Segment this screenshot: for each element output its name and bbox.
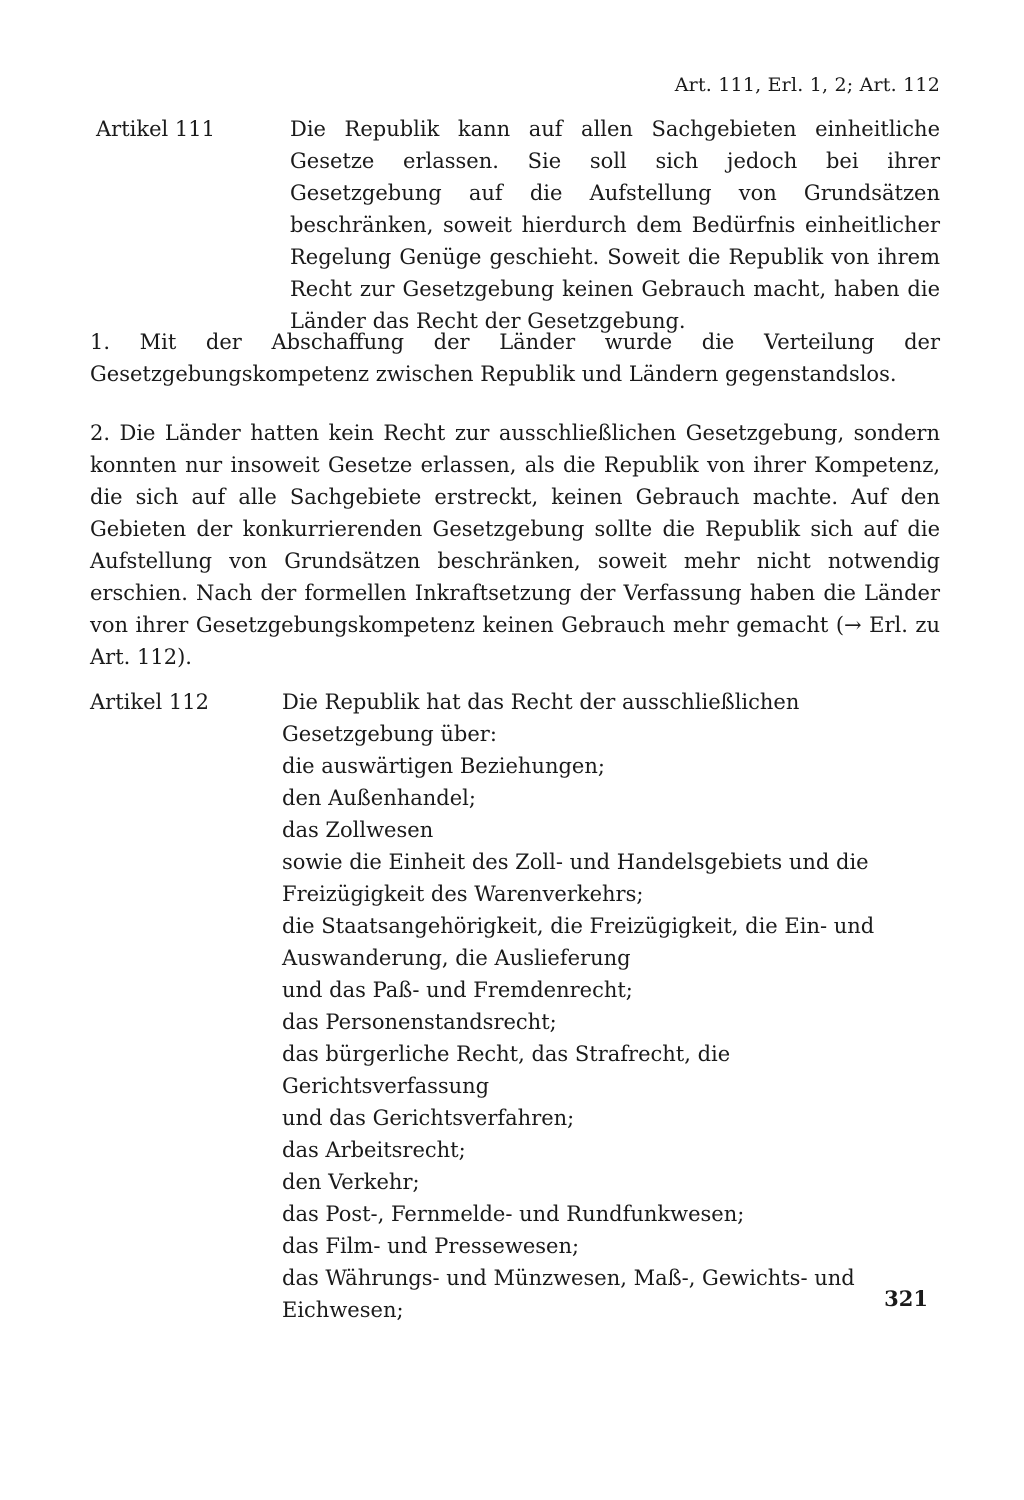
list-item: den Verkehr; (282, 1170, 420, 1194)
list-item: das Währungs- und Münzwesen, Maß-, Gewichts- und Eichwesen; (282, 1266, 855, 1322)
list-item: und das Paß- und Fremdenrecht; (282, 978, 633, 1002)
list-item: die auswärtigen Beziehungen; (282, 754, 605, 778)
list-item: die Staatsangehörigkeit, die Freizügigkeit, die Ein- und Auswanderung, die Auslieferung (282, 914, 875, 970)
list-item: und das Gerichtsverfahren; (282, 1106, 575, 1130)
commentary-note-1: 1. Mit der Abschaffung der Länder wurde die Verteilung der Gesetzgebungskompetenz zwischen Republik und Ländern gegenstandslos. (90, 330, 940, 386)
article-label: Artikel 111 (96, 117, 215, 141)
list-item: das Arbeitsrecht; (282, 1138, 466, 1162)
article-111 (96, 113, 940, 337)
article-text (282, 686, 934, 1326)
article-label: Artikel 112 (90, 690, 209, 714)
list-item: das Film- und Pressewesen; (282, 1234, 580, 1258)
list-item: das Personenstandsrecht; (282, 1010, 557, 1034)
list-item: das Post-, Fernmelde- und Rundfunkwesen; (282, 1202, 745, 1226)
list-item: das Zollwesen (282, 818, 434, 842)
article-text: Die Republik kann auf allen Sachgebieten einheitliche Gesetze erlassen. Sie soll sich jedoch bei ihrer Gesetzgebung auf die Aufstellung von Grundsätzen beschränken, soweit hierdurch dem Bedürfnis einheitlicher Regelung Genüge geschieht. Soweit die Republik von ihrem Recht zur Gesetzgebung keinen Gebrauch macht, haben die Länder das Recht der Gesetzgebung. (290, 117, 940, 333)
commentary-note-2: 2. Die Länder hatten kein Recht zur ausschließlichen Gesetzgebung, sondern konnten nur insoweit Gesetze erlassen, als die Republik von ihrer Kompetenz, die sich auf alle Sachgebiete erstreckt, keinen Gebrauch machte. Auf den Gebieten der konkurrierenden Gesetzgebung sollte die Republik sich auf die Aufstellung von Grundsätzen beschränken, soweit mehr nicht notwendig erschien. Nach der formellen Inkraftsetzung der Verfassung haben die Länder von ihrer Gesetzgebungskompetenz keinen Gebrauch mehr gemacht (→ Erl. zu Art. 112). (90, 421, 940, 669)
running-head: Art. 111, Erl. 1, 2; Art. 112 (674, 74, 940, 96)
page-number: 321 (884, 1286, 928, 1311)
article-112 (90, 686, 934, 1326)
list-item: sowie die Einheit des Zoll- und Handelsgebiets und die Freizügigkeit des Warenverkehrs; (282, 850, 869, 906)
list-item: Die Republik hat das Recht der ausschließlichen Gesetzgebung über: (282, 690, 800, 746)
list-item: den Außenhandel; (282, 786, 476, 810)
list-item: das bürgerliche Recht, das Strafrecht, die Gerichtsverfassung (282, 1042, 731, 1098)
